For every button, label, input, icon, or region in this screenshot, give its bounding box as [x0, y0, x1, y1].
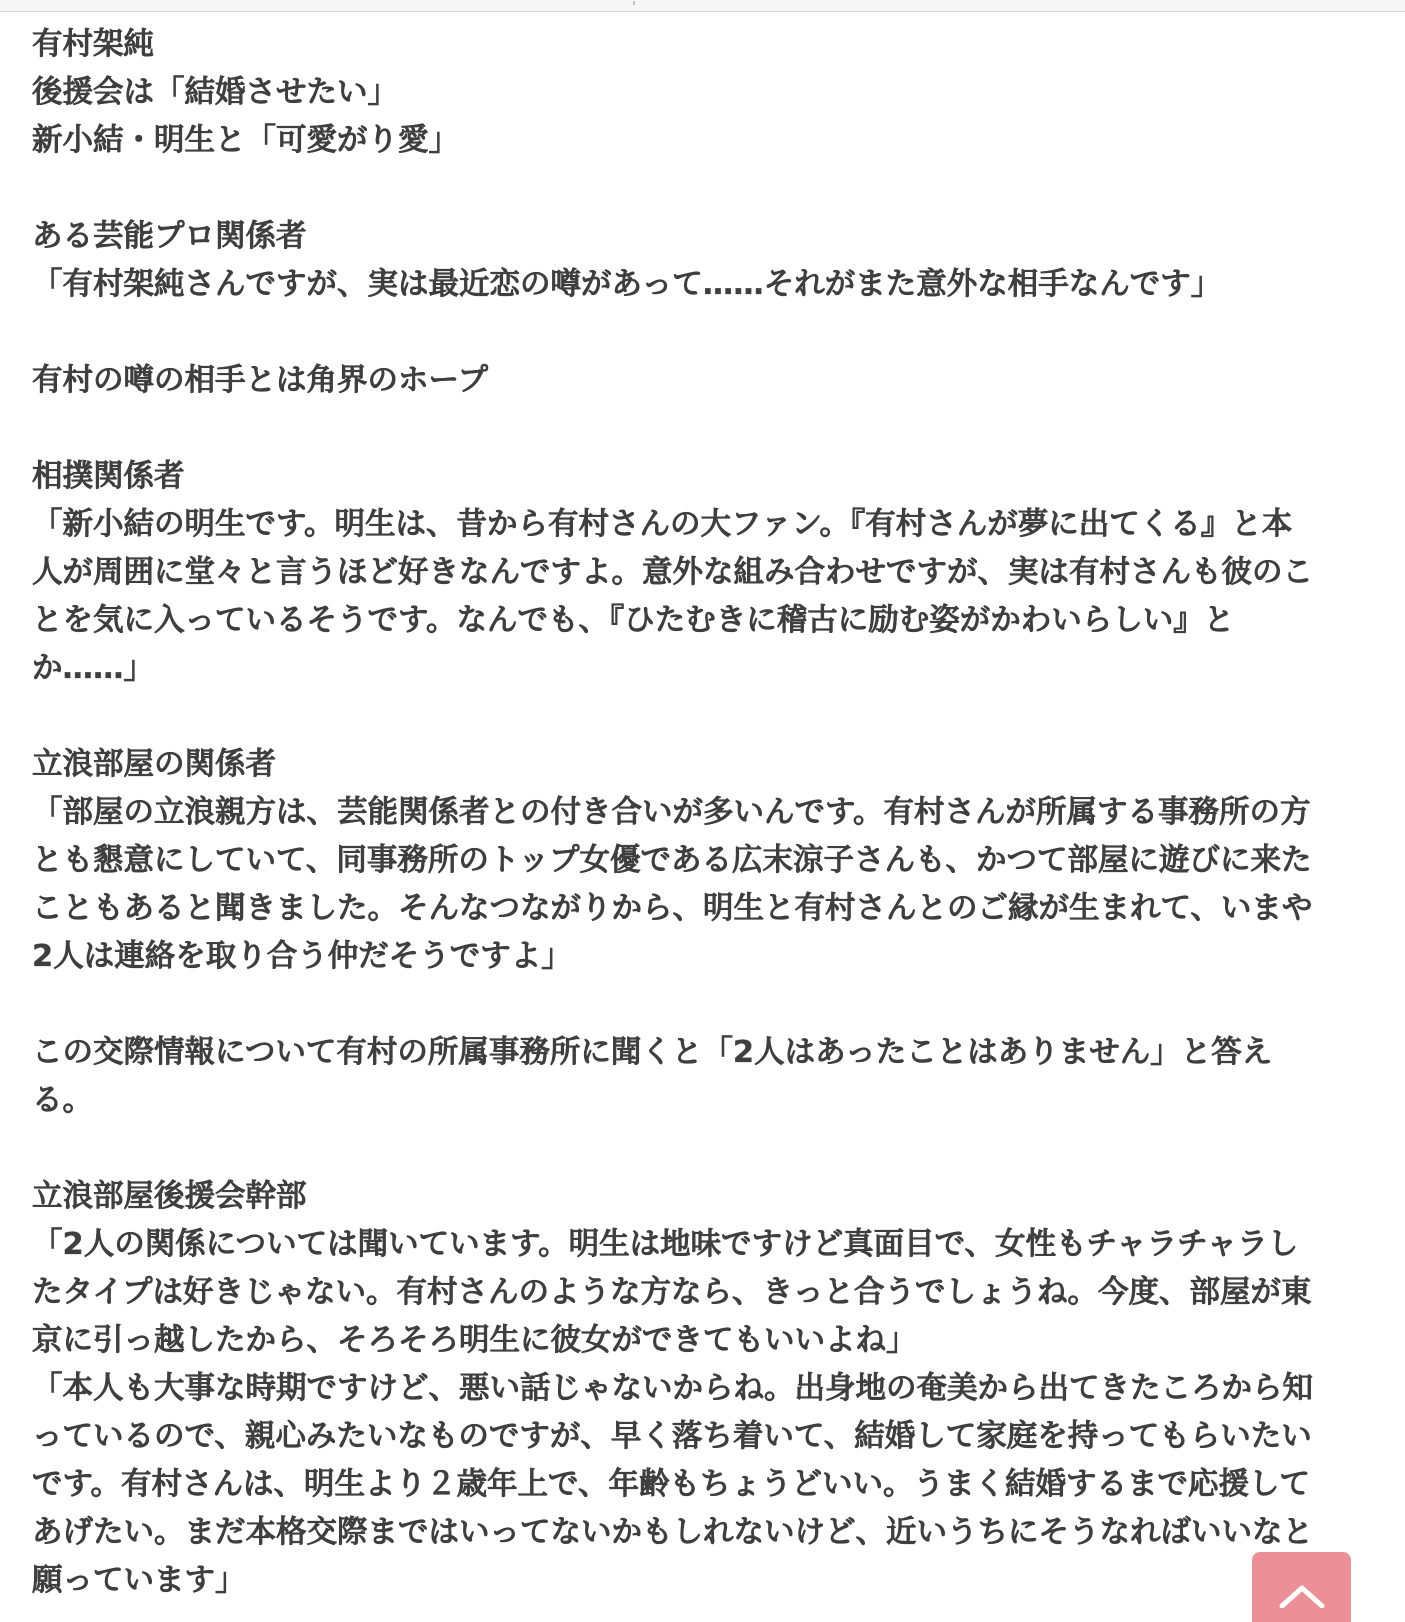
article-line: とを気に入っているそうです。なんでも、『ひたむきに稽古に励む姿がかわいらしい』と — [32, 603, 1235, 638]
article-line: か……」 — [32, 651, 154, 686]
paragraph-spacer — [32, 981, 1382, 1029]
article-line: です。有村さんは、明生より２歳年上で、年齢もちょうどいい。うまく結婚するまで応援して — [32, 1467, 1310, 1502]
article-line: る。 — [32, 1083, 93, 1118]
article-line: 有村架純 — [32, 27, 154, 62]
top-bar-mark — [633, 1, 635, 5]
article-line: たタイプは好きじゃない。有村さんのような方なら、きっと合うでしょうね。今度、部屋が東 — [32, 1275, 1312, 1310]
article-line: 新小結・明生と「可愛がり愛」 — [32, 123, 459, 158]
article-line: 2人は連絡を取り合う仲だそうですよ」 — [32, 939, 572, 974]
article-line: 人が周囲に堂々と言うほど好きなんですよ。意外な組み合わせですが、実は有村さんも彼のこ — [32, 555, 1313, 590]
article-line: 立浪部屋の関係者 — [32, 747, 276, 782]
article-body — [32, 21, 1382, 1605]
article-line: 「2人の関係については聞いています。明生は地味ですけど真面目で、女性もチャラチャラし — [32, 1227, 1299, 1262]
paragraph-spacer — [32, 1125, 1382, 1173]
article-line: 立浪部屋後援会幹部 — [32, 1179, 307, 1214]
article-line: こともあると聞きました。そんなつながりから、明生と有村さんとのご縁が生まれて、いまや — [32, 891, 1313, 926]
chevron-up-icon — [1278, 1582, 1326, 1608]
article-line: っているので、親心みたいなものですが、早く落ち着いて、結婚して家庭を持ってもらいたい — [32, 1419, 1312, 1454]
article-line: あげたい。まだ本格交際まではいってないかもしれないけど、近いうちにそうなればいいなと — [32, 1515, 1313, 1550]
article-line: 後援会は「結婚させたい」 — [32, 75, 398, 110]
scroll-to-top-button[interactable] — [1252, 1552, 1351, 1622]
article-line: 「有村架純さんですが、実は最近恋の噂があって……それがまた意外な相手なんです」 — [32, 267, 1222, 302]
paragraph-spacer — [32, 165, 1382, 213]
article-line: 「部屋の立浪親方は、芸能関係者との付き合いが多いんです。有村さんが所属する事務所の方 — [32, 795, 1311, 830]
paragraph-spacer — [32, 405, 1382, 453]
article-line: 「新小結の明生です。明生は、昔から有村さんの大ファン。『有村さんが夢に出てくる』と本 — [32, 507, 1293, 542]
article-line: 有村の噂の相手とは角界のホープ — [32, 363, 488, 398]
article-line: 「本人も大事な時期ですけど、悪い話じゃないからね。出身地の奄美から出てきたころから知 — [32, 1371, 1313, 1406]
article-line: ある芸能プロ関係者 — [32, 219, 307, 254]
article-line: 相撲関係者 — [32, 459, 185, 494]
article-line: 願っています」 — [32, 1563, 246, 1598]
article-line: 京に引っ越したから、そろそろ明生に彼女ができてもいいよね」 — [32, 1323, 917, 1358]
browser-top-bar — [0, 0, 1405, 12]
article-line: とも懇意にしていて、同事務所のトップ女優である広末涼子さんも、かつて部屋に遊びに来た — [32, 843, 1312, 878]
paragraph-spacer — [32, 693, 1382, 741]
article-line: この交際情報について有村の所属事務所に聞くと「2人はあったことはありません」と答え — [32, 1035, 1273, 1070]
paragraph-spacer — [32, 309, 1382, 357]
